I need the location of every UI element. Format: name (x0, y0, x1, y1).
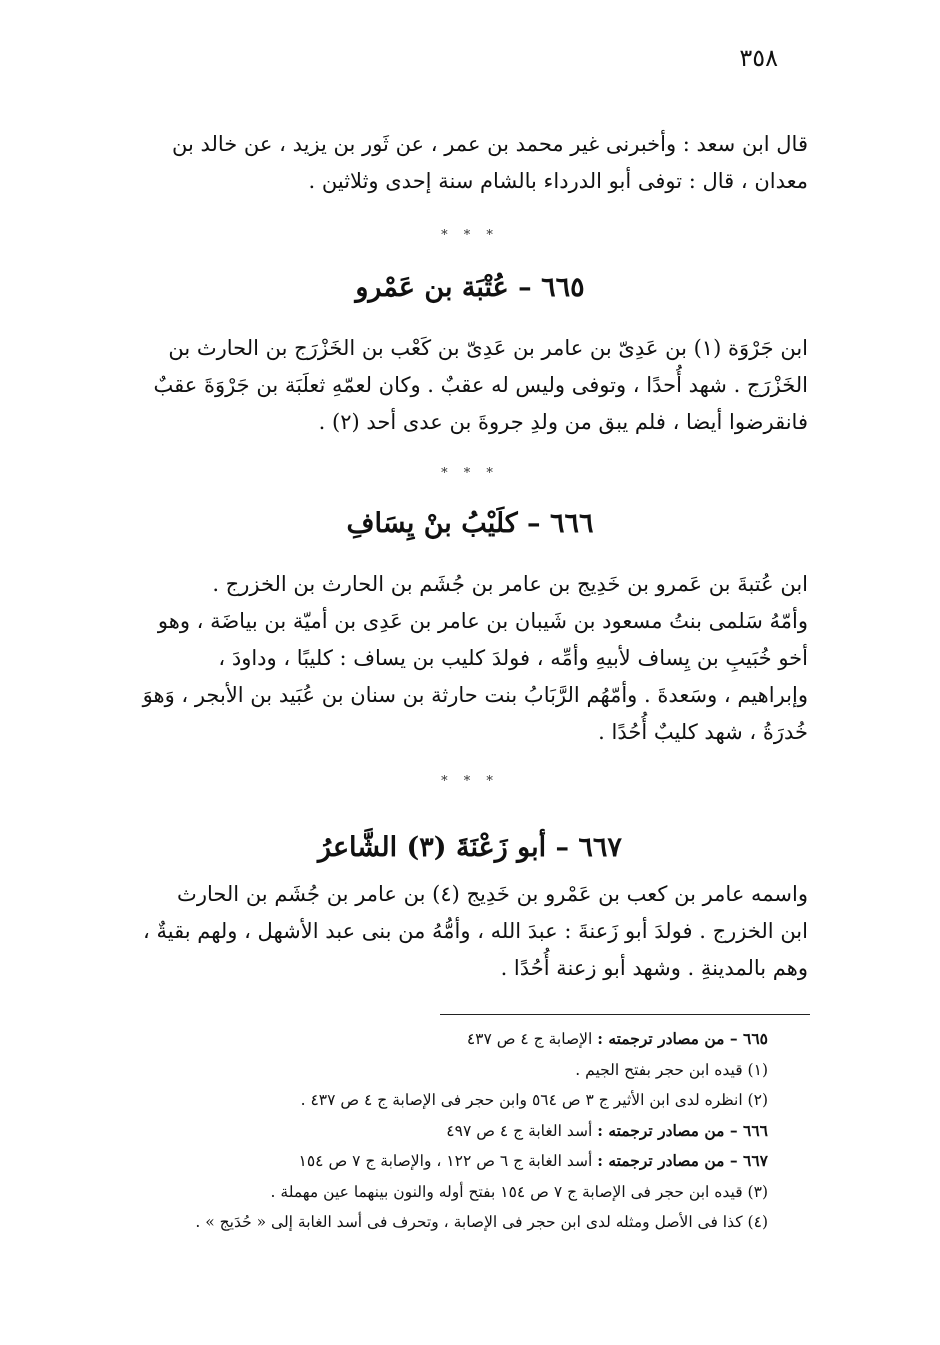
text-line: معدان ، قال : توفى أبو الدرداء بالشام سنة إحدى وثلاثين . (308, 169, 808, 193)
footnote-divider (440, 1014, 810, 1015)
text-line: وأمّهُ سَلمى بنتُ مسعود بن شَيبان بن عامر بن عَدِى بن أميّة بن بياضَة ، وهو (157, 609, 808, 633)
text-line: أخو خُبَيبِ بن يِساف لأبيهِ وأمِّه ، فولدَ كليب بن يساف : كليبًا ، وداودَ ، (218, 646, 808, 670)
footnotes (150, 1024, 768, 1238)
footnote-label: ٦٦٦ – من مصادر ترجمته : (597, 1120, 768, 1140)
section-separator: * * * (441, 774, 499, 789)
footnote-text: أسد الغابة ج ٦ ص ١٢٢ ، والإصابة ج ٧ ص ١٥٤ (298, 1152, 598, 1170)
section-separator: * * * (441, 228, 499, 243)
section-body-667 (108, 876, 808, 987)
text-line: ابن عُتبةَ بن عَمرو بن خَدِيج بن عامر بن جُشَم بن الحارث بن الخزرج . (212, 572, 808, 596)
text-line: الخَزْرَج . شهد أُحدًا ، وتوفى وليس له عقبٌ . وكان لعمّهِ ثعلَبَة بن جَرْوَةَ عقبٌ (153, 373, 808, 397)
footnote-sources-666 (150, 1116, 768, 1147)
footnote-3 (150, 1177, 768, 1208)
text-line: خُدرَةُ ، شهد كليبٌ أُحُدًا . (598, 720, 808, 744)
footnote-label: ٦٦٥ – من مصادر ترجمته : (597, 1029, 768, 1048)
footnote-sources-667 (150, 1146, 768, 1177)
footnote-2 (150, 1085, 768, 1116)
section-heading-667: ٦٦٧ – أبو زَعْنَةَ (٣) الشَّاعرُ (318, 832, 622, 863)
section-separator: * * * (441, 466, 499, 481)
text-line: فانقرضوا أيضا ، فلم يبق من ولدِ جروةَ بن عدى أحد (٢) . (318, 410, 808, 434)
text-line: ابن الخزرج . فولدَ أبو زَعنةَ : عبدَ الله ، وأمُّهُ من بنى عبد الأشهل ، ولهم بقيةٌ ، (143, 919, 808, 943)
footnote-text: (٣) قيده ابن حجر فى الإصابة ج ٧ ص ١٥٤ بفتح أوله والنون بينهما عين مهملة . (270, 1182, 768, 1201)
text-line: وإبراهيم ، وسَعدةَ . وأمّهُم الرَّبَابُ بنت حارثة بن سنان بن عُبَيد بن الأبجر ، وَهوَ (142, 683, 808, 707)
text-line: وهم بالمدينةِ . وشهد أبو زعنة أُحُدًا . (500, 956, 808, 980)
intro-paragraph (108, 126, 808, 200)
section-body-666 (108, 566, 808, 751)
footnote-text: (١) قيده ابن حجر بفتح الجيم . (575, 1060, 768, 1079)
footnote-text: (٢) انظره لدى ابن الأثير ج ٣ ص ٥٦٤ وابن حجر فى الإصابة ج ٤ ص ٤٣٧ . (300, 1091, 768, 1109)
text-line: قال ابن سعد : وأخبرنى غير محمد بن عمر ، عن ثَور بن يزيد ، عن خالد بن (171, 132, 808, 156)
text-line: واسمه عامر بن كعب بن عَمْرو بن خَدِيج (٤) بن عامر بن جُشَم بن الحارث (177, 882, 808, 906)
section-heading-665: ٦٦٥ – عُتْبَة بن عَمْرو (355, 272, 585, 303)
footnote-1 (150, 1055, 768, 1086)
footnote-label: ٦٦٧ – من مصادر ترجمته : (597, 1151, 768, 1170)
section-heading-666: ٦٦٦ – كلَيْبُ بنْ يِسَافِ (346, 508, 594, 539)
page-number: ٣٥٨ (739, 44, 778, 72)
section-body-665 (108, 330, 808, 441)
footnote-text: أسد الغابة ج ٤ ص ٤٩٧ (446, 1121, 598, 1140)
footnote-sources-665 (150, 1024, 768, 1055)
text-line: ابن جَرْوَة (١) بن عَدِىّ بن عامر بن عَدِىّ بن كَعْب بن الخَزْرَج بن الحارث بن (168, 336, 808, 360)
footnote-text: (٤) كذا فى الأصل ومثله لدى ابن حجر فى الإصابة ، وتحرف فى أسد الغابة إلى « حُدَيج » . (195, 1213, 768, 1231)
footnote-4 (150, 1207, 768, 1238)
footnote-text: الإصابة ج ٤ ص ٤٣٧ (466, 1030, 598, 1048)
